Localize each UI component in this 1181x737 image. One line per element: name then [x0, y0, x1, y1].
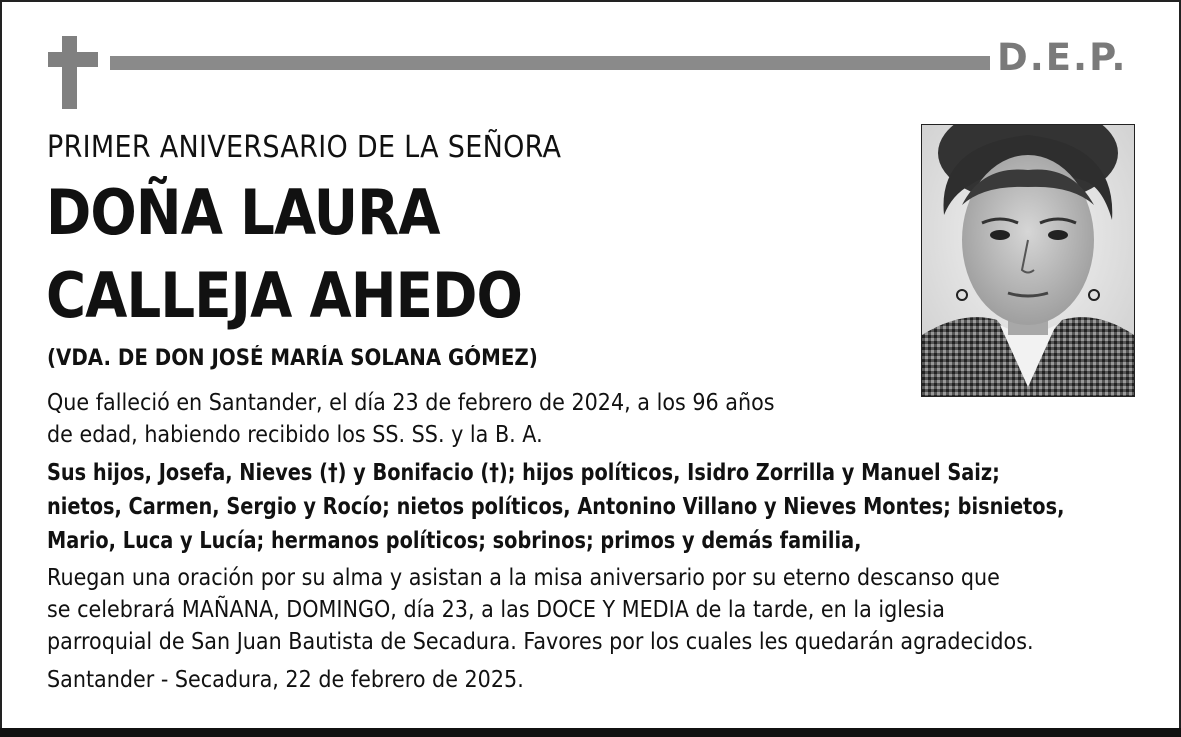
deceased-name-line1: DOÑA LAURA — [46, 176, 440, 249]
request-line2: se celebrará MAÑANA, DOMINGO, día 23, a las DOCE Y MEDIA de la tarde, en la iglesia — [47, 597, 945, 623]
portrait-photo — [921, 124, 1135, 397]
family-line3: Mario, Luca y Lucía; hermanos políticos; sobrinos; primos y demás familia, — [47, 528, 862, 554]
family-line1: Sus hijos, Josefa, Nieves (†) y Bonifacio (†); hijos políticos, Isidro Zorrilla y Manuel Saiz; — [47, 460, 1000, 486]
deceased-name-line2: CALLEJA AHEDO — [46, 259, 522, 332]
header-rule — [110, 56, 990, 70]
death-info-line2: de edad, habiendo recibido los SS. SS. y la B. A. — [47, 422, 543, 448]
dep-label: D.E.P. — [997, 36, 1128, 79]
death-info-line1: Que falleció en Santander, el día 23 de febrero de 2024, a los 96 años — [47, 390, 775, 416]
cross-icon-bar — [48, 52, 98, 67]
anniversary-heading: PRIMER ANIVERSARIO DE LA SEÑORA — [47, 130, 562, 165]
request-line1: Ruegan una oración por su alma y asistan a la misa aniversario por su eterno descanso que — [47, 565, 1000, 591]
widow-of-line: (VDA. DE DON JOSÉ MARÍA SOLANA GÓMEZ) — [47, 346, 538, 371]
cross-icon — [62, 36, 77, 109]
place-date-line: Santander - Secadura, 22 de febrero de 2025. — [47, 667, 524, 693]
request-line3: parroquial de San Juan Bautista de Secadura. Favores por los cuales les quedarán agradecidos. — [47, 629, 1034, 655]
bottom-rule — [0, 728, 1181, 737]
family-line2: nietos, Carmen, Sergio y Rocío; nietos políticos, Antonino Villano y Nieves Montes; bisnietos, — [47, 494, 1065, 520]
